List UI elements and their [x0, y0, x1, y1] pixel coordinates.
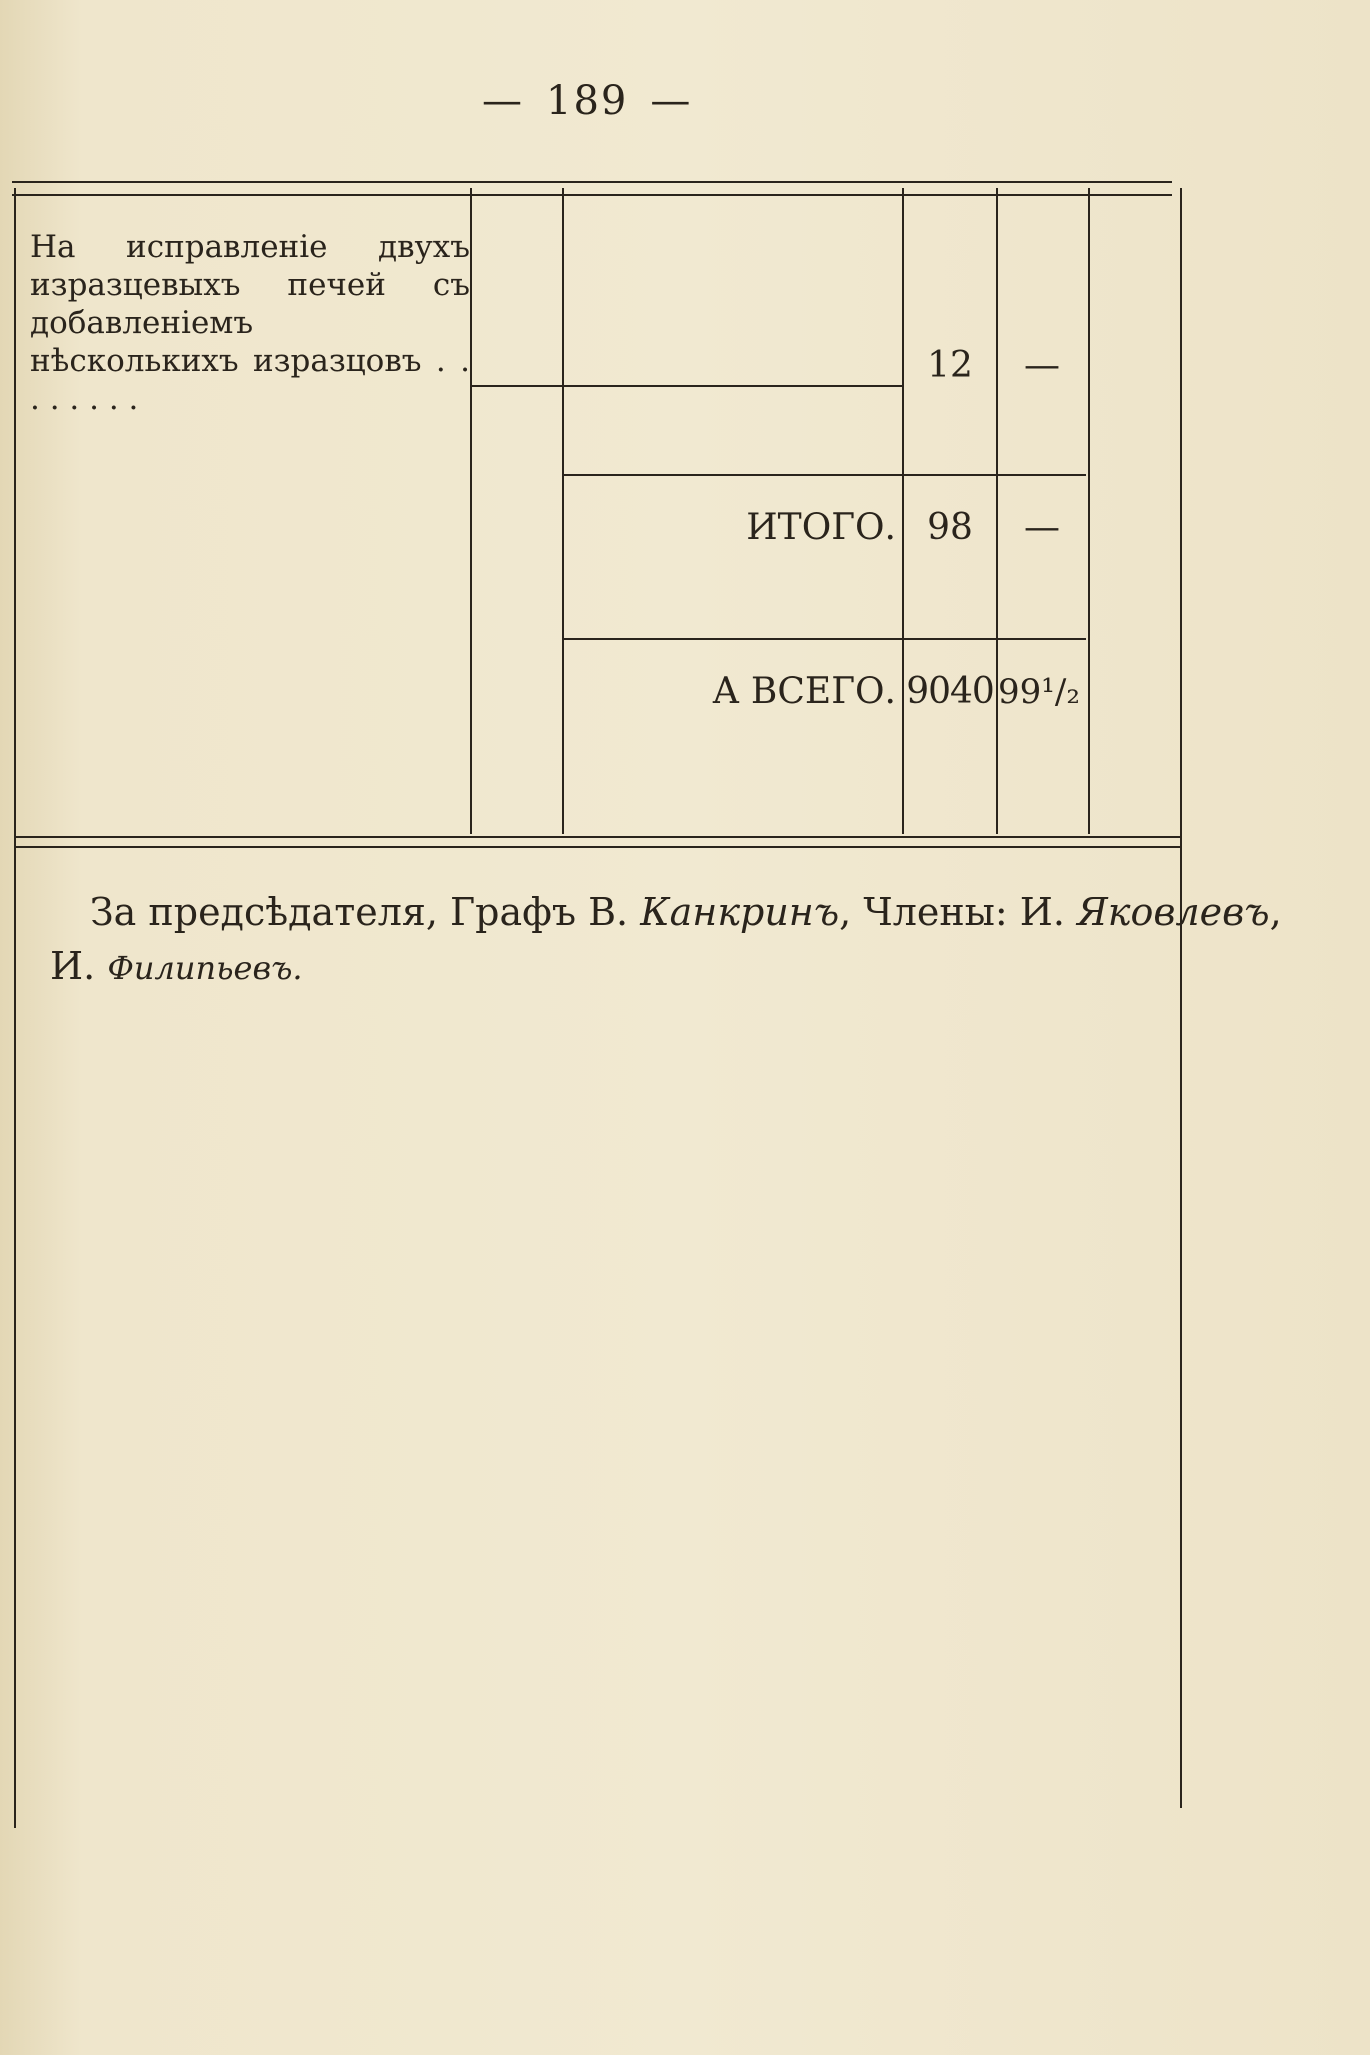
total-rule-label: [564, 638, 902, 640]
item-kopecks: —: [1024, 345, 1060, 386]
total-kopecks: 99¹/₂: [998, 672, 1080, 712]
page-number: 189: [546, 78, 629, 124]
left-margin-line: [14, 188, 16, 1828]
table-top-rule-2: [12, 194, 1172, 196]
right-margin-line: [1180, 188, 1182, 1808]
signature-line-2: [50, 944, 303, 988]
signatory-yakovlev: Яковлевъ: [1077, 890, 1270, 934]
column-divider-4: [996, 188, 998, 834]
signatory-kankrin: Канкринъ: [640, 890, 840, 934]
subtotal-rule-rubles: [904, 474, 996, 476]
total-label: А ВСЕГО.: [712, 671, 896, 712]
subtotal-label: ИТОГО.: [746, 507, 896, 548]
table-top-rule: [12, 181, 1172, 183]
page-number-line: [460, 78, 760, 124]
column-divider-3: [902, 188, 904, 834]
total-rule-rubles: [904, 638, 996, 640]
item-rubles: 12: [927, 345, 973, 386]
table-bottom-rule-2: [14, 846, 1180, 848]
item-description: На исправленіе двухъ изразцевыхъ печей съ добавленіемъ нѣсколькихъ изразцовъ . . . . . . . .: [30, 229, 470, 417]
total-rubles: 9040: [906, 671, 994, 712]
signatory-separator: ,: [1269, 890, 1282, 934]
total-rule-kopecks: [998, 638, 1086, 640]
column-divider-2: [562, 188, 564, 834]
subtotal-rubles: 98: [927, 507, 973, 548]
subtotal-rule-label: [564, 474, 902, 476]
signature-line-1: [50, 885, 1282, 939]
members-label: , Члены: И.: [839, 890, 1066, 934]
signatory-initial: И.: [50, 944, 96, 988]
signature-block: [50, 885, 1282, 995]
column-divider-1: [470, 188, 472, 834]
subtotal-rule-kopecks: [998, 474, 1086, 476]
subtotal-kopecks: —: [1024, 507, 1060, 548]
column-divider-5: [1088, 188, 1090, 834]
page-number-dash-right: —: [650, 78, 693, 124]
item-row-rule: [470, 385, 902, 387]
page-number-dash-left: —: [482, 78, 524, 124]
signatory-filipyev: Филипьевъ.: [107, 949, 303, 987]
table-bottom-rule: [14, 836, 1180, 838]
chairman-prefix: За предсѣдателя, Графъ В.: [90, 890, 629, 934]
